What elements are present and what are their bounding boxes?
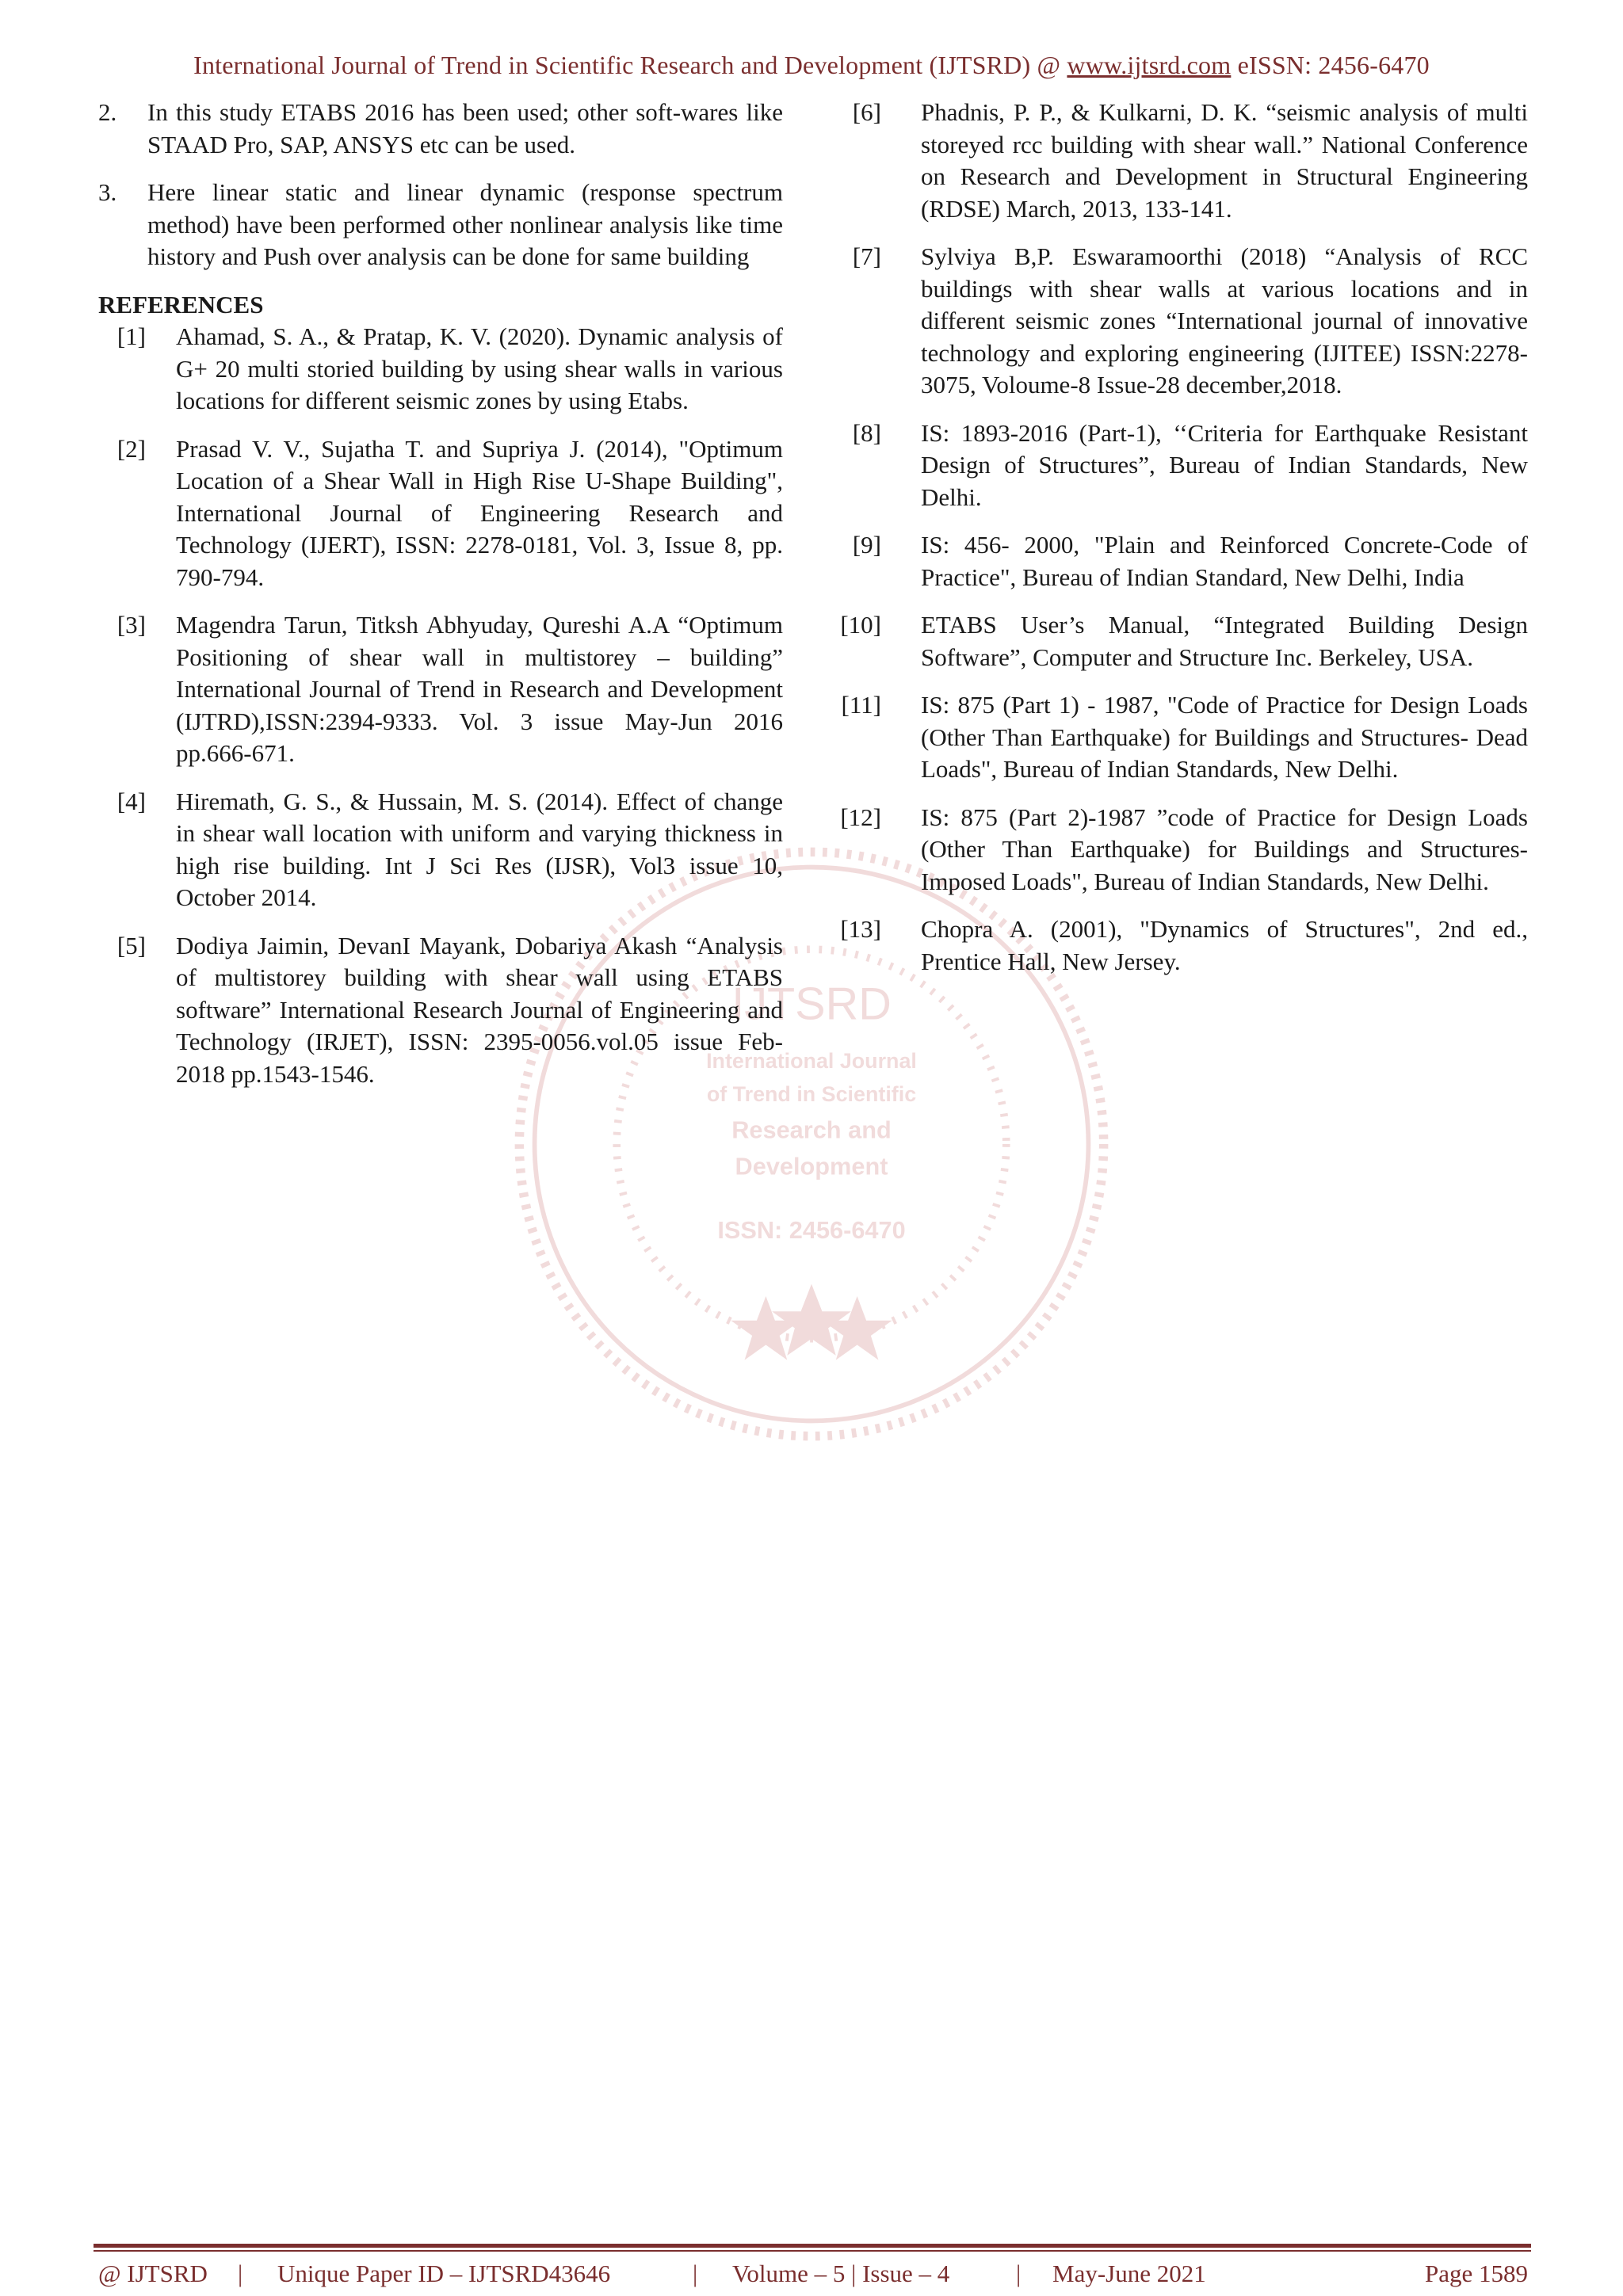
reference-item: [832, 689, 1528, 786]
point-label: 3.: [98, 178, 117, 206]
reference-item: [832, 529, 1528, 593]
reference-text: Hiremath, G. S., & Hussain, M. S. (2014). Effect of change in shear wall location with uniform and varying thickness in high rise building. Int J Sci Res (IJSR), Vol3 issue 10, October 2014.: [176, 787, 783, 911]
reference-text: Sylviya B,P. Eswaramoorthi (2018) “Analysis of RCC buildings with shear walls at various locations and in different seismic zones “International journal of innovative technology and exploring engineering (IJITEE) ISSN:2278-3075, Voloume-8 Issue-28 december,2018.: [921, 242, 1528, 399]
header-website-link[interactable]: www.ijtsrd.com: [1067, 51, 1232, 79]
right-column: [832, 97, 1528, 994]
reference-text: Ahamad, S. A., & Pratap, K. V. (2020). Dynamic analysis of G+ 20 multi storied building by using shear walls in various locations for different seismic zones by using Etabs.: [176, 322, 783, 414]
footer-separator: |: [238, 2260, 243, 2287]
footer-divider-thin: [94, 2250, 1531, 2252]
reference-label: [9]: [852, 531, 881, 559]
running-header: [0, 51, 1623, 80]
page-footer: [98, 2255, 1528, 2290]
numbered-point: [98, 97, 783, 161]
reference-item: [98, 930, 783, 1091]
footer-page-number: Page 1589: [1424, 2260, 1528, 2287]
reference-label: [10]: [840, 611, 881, 639]
watermark-line3: Research and: [731, 1116, 892, 1144]
reference-text: Phadnis, P. P., & Kulkarni, D. K. “seismic analysis of multi storeyed rcc building with shear wall.” National Conference on Research and Development in Structural Engineering (RDSE) March, 2013, 133-141.: [921, 98, 1528, 223]
watermark-abbr: IJTSRD: [731, 978, 892, 1030]
point-text: Here linear static and linear dynamic (response spectrum method) have been performed other nonlinear analysis like time history and Push over analysis can be done for same building: [147, 178, 783, 270]
reference-item: [832, 241, 1528, 402]
reference-text: ETABS User’s Manual, “Integrated Building Design Software”, Computer and Structure Inc. Berkeley, USA.: [921, 611, 1528, 671]
footer-separator: |: [693, 2260, 698, 2287]
footer-journal: @ IJTSRD: [98, 2260, 208, 2287]
watermark-line4: Development: [735, 1152, 888, 1180]
reference-item: [98, 609, 783, 770]
watermark-line1: International Journal: [706, 1049, 917, 1073]
reference-label: [2]: [116, 434, 146, 463]
point-label: 2.: [98, 98, 117, 126]
references-heading: REFERENCES: [98, 290, 264, 318]
reference-label: [11]: [841, 691, 881, 719]
footer-paper-id: Unique Paper ID – IJTSRD43646: [277, 2260, 611, 2287]
reference-label: [13]: [840, 915, 881, 943]
numbered-points: [98, 97, 783, 273]
header-journal-name: International Journal of Trend in Scientific Research and Development (IJTSRD) @: [193, 51, 1061, 79]
reference-label: [6]: [852, 98, 881, 126]
reference-text: Prasad V. V., Sujatha T. and Supriya J. (2014), "Optimum Location of a Shear Wall in High Rise U-Shape Building", International Journal of Engineering Research and Technology (IJERT), ISSN: 2278-0181, Vol. 3, Issue 8, pp. 790-794.: [176, 434, 783, 591]
reference-text: IS: 1893-2016 (Part-1), ‘‘Criteria for Earthquake Resistant Design of Structures”, Bureau of Indian Standards, New Delhi.: [921, 418, 1528, 511]
point-text: In this study ETABS 2016 has been used; other soft-wares like STAAD Pro, SAP, ANSYS etc can be used.: [147, 98, 783, 158]
watermark-issn: ISSN: 2456-6470: [717, 1216, 906, 1245]
reference-item: [98, 321, 783, 418]
reference-label: [4]: [116, 787, 146, 815]
reference-item: [832, 609, 1528, 673]
reference-label: [12]: [840, 803, 881, 831]
reference-item: [98, 786, 783, 914]
reference-text: IS: 875 (Part 1) - 1987, "Code of Practice for Design Loads (Other Than Earthquake) for Buildings and Structures- Dead Loads", Bureau of Indian Standards, New Delhi.: [921, 691, 1528, 783]
reference-label: [1]: [116, 322, 146, 350]
reference-item: [832, 913, 1528, 978]
reference-label: [7]: [852, 242, 881, 270]
left-column: [98, 97, 783, 1106]
footer-separator: |: [1016, 2260, 1022, 2287]
reference-text: Chopra A. (2001), "Dynamics of Structures", 2nd ed., Prentice Hall, New Jersey.: [921, 915, 1528, 975]
reference-item: [98, 433, 783, 594]
reference-text: IS: 456- 2000, "Plain and Reinforced Concrete-Code of Practice", Bureau of Indian Standard, New Delhi, India: [921, 531, 1528, 591]
reference-item: [832, 802, 1528, 898]
reference-item: [832, 418, 1528, 514]
watermark-line2: of Trend in Scientific: [706, 1082, 917, 1107]
header-eissn: eISSN: 2456-6470: [1237, 51, 1430, 79]
reference-label: [3]: [116, 611, 146, 639]
footer-divider: [94, 2244, 1531, 2248]
reference-label: [5]: [116, 931, 146, 959]
reference-item: [832, 97, 1528, 225]
reference-text: IS: 875 (Part 2)-1987 ”code of Practice for Design Loads (Other Than Earthquake) for Buildings and Structures-Imposed Loads", Bureau of Indian Standards, New Delhi.: [921, 803, 1528, 895]
reference-text: Dodiya Jaimin, DevanI Mayank, Dobariya Akash “Analysis of multistorey building with shear wall using ETABS software” International Research Journal of Engineering and Technology (IRJET), ISSN: 2395-0056.vol.05 issue Feb-2018 pp.1543-1546.: [176, 931, 783, 1088]
footer-volume-issue: Volume – 5 | Issue – 4: [732, 2260, 950, 2287]
footer-date: May-June 2021: [1052, 2260, 1206, 2287]
reference-text: Magendra Tarun, Titksh Abhyuday, Qureshi A.A “Optimum Positioning of shear wall in multistorey – building” International Journal of Trend in Research and Development (IJTRD),ISSN:2394-9333. Vol. 3 issue May-Jun 2016 pp.666-671.: [176, 611, 783, 767]
numbered-point: [98, 177, 783, 273]
reference-label: [8]: [852, 418, 881, 447]
